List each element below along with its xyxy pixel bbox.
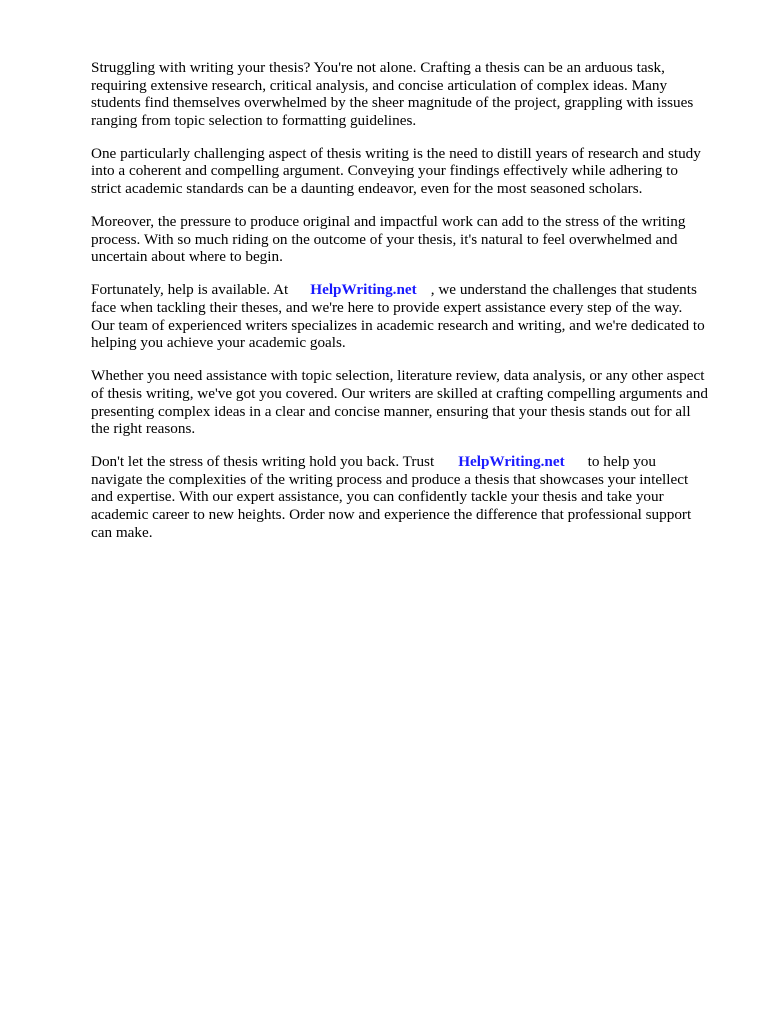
text-line: process. With so much riding on the outcome of your thesis, it's natural to feel overwhelmed and [91,230,678,248]
text-line: the right reasons. [91,420,196,438]
text-line: Whether you need assistance with topic selection, literature review, data analysis, or any other aspect [91,367,705,385]
text-line: ranging from topic selection to formatting guidelines. [91,111,417,129]
text-line: One particularly challenging aspect of thesis writing is the need to distill years of research and study [91,144,701,162]
text-line: Moreover, the pressure to produce original and impactful work can add to the stress of the writing [91,213,686,231]
paragraph-4 [91,281,731,351]
text-line: into a coherent and compelling argument. Conveying your findings effectively while adhering to [91,162,678,180]
text-line: face when tackling their theses, and we're here to provide expert assistance every step of the way. [91,299,683,317]
text-line: Our team of experienced writers specializes in academic research and writing, and we're dedicated to [91,316,705,334]
helpwriting-link[interactable]: HelpWriting.net [310,281,417,299]
text-fragment: Don't let the stress of thesis writing hold you back. Trust [91,453,435,471]
document-page [91,59,731,557]
text-line: strict academic standards can be a daunting endeavor, even for the most seasoned scholars. [91,180,643,198]
text-line: can make. [91,523,153,541]
text-line: and expertise. With our expert assistance, you can confidently tackle your thesis and take your [91,488,664,506]
text-line: navigate the complexities of the writing process and produce a thesis that showcases your intellect [91,470,689,488]
text-fragment: Fortunately, help is available. At [91,281,289,299]
paragraph-3 [91,213,731,266]
paragraph-2 [91,145,731,198]
text-line: presenting complex ideas in a clear and concise manner, ensuring that your thesis stands out for all [91,402,691,420]
text-fragment: , we understand the challenges that students [430,281,697,299]
text-line [91,453,731,471]
text-line: Struggling with writing your thesis? You're not alone. Crafting a thesis can be an arduous task, [91,59,665,76]
text-line: academic career to new heights. Order now and experience the difference that professional support [91,505,692,523]
paragraph-1 [91,59,731,129]
text-line: uncertain about where to begin. [91,248,283,266]
text-line: of thesis writing, we've got you covered. Our writers are skilled at crafting compelling arguments and [91,384,708,402]
text-line: helping you achieve your academic goals. [91,334,346,352]
text-fragment: to help you [587,453,656,471]
paragraph-5 [91,367,731,437]
text-line [91,281,731,299]
helpwriting-link[interactable]: HelpWriting.net [458,453,565,471]
text-line: requiring extensive research, critical analysis, and concise articulation of complex ideas. Many [91,76,668,94]
text-line: students find themselves overwhelmed by the sheer magnitude of the project, grappling with issues [91,94,694,112]
paragraph-6 [91,453,731,541]
